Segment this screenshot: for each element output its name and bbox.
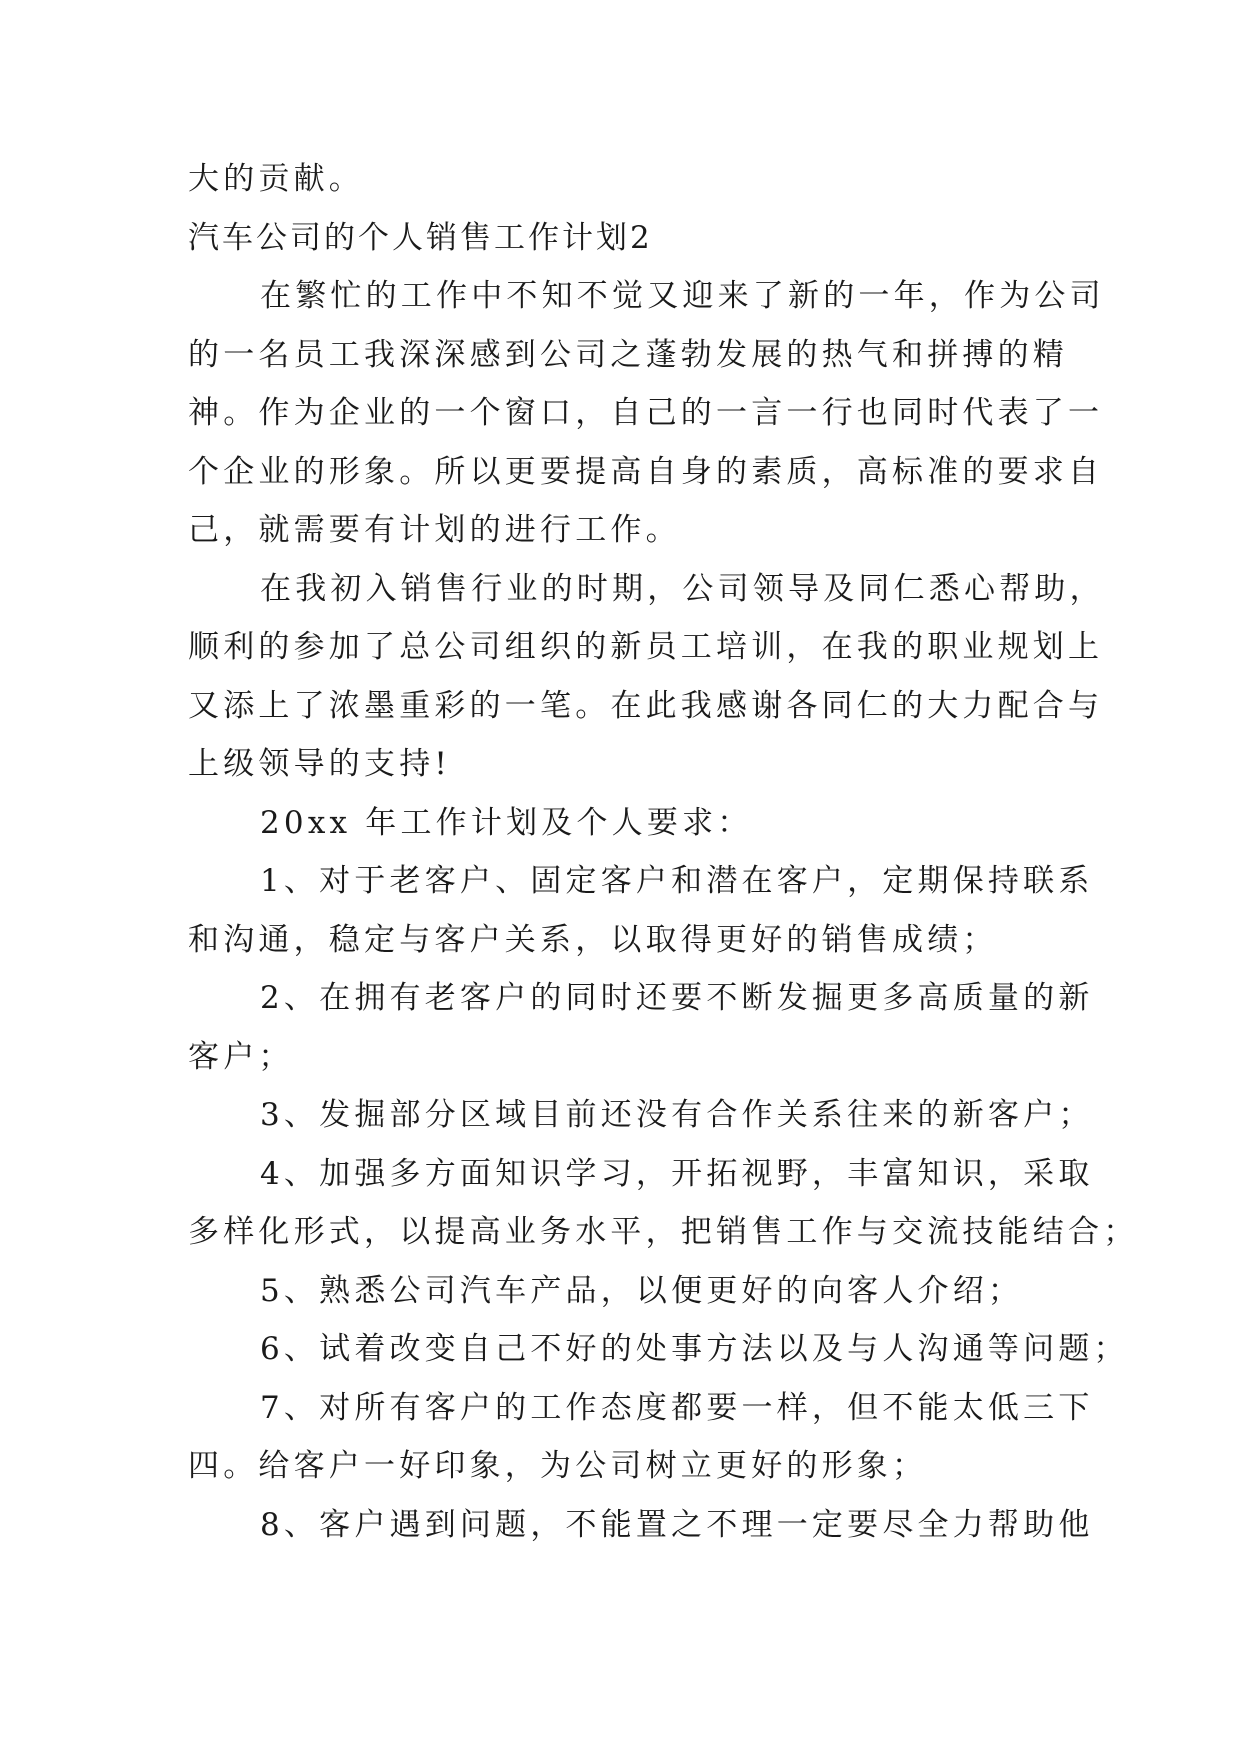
list-item-line: 四。给客户一好印象，为公司树立更好的形象； — [188, 1448, 928, 1484]
list-item-line: 和沟通，稳定与客户关系，以取得更好的销售成绩； — [188, 921, 998, 958]
list-item-line: 客户； — [188, 1038, 294, 1075]
paragraph-line: 在我初入销售行业的时期，公司领导及同仁悉心帮助， — [260, 570, 1105, 607]
list-item-line: 6、试着改变自己不好的处事方法以及与人沟通等问题； — [260, 1331, 1129, 1367]
list-item-line: 4、加强多方面知识学习，开拓视野，丰富知识，采取 — [260, 1155, 1094, 1192]
paragraph-line: 个企业的形象。所以更要提高自身的素质，高标准的要求自 — [188, 453, 1104, 490]
document-body — [188, 150, 1139, 1554]
paragraph-line: 己，就需要有计划的进行工作。 — [188, 512, 681, 548]
paragraph-line: 上级领导的支持! — [188, 746, 452, 782]
paragraph-line: 在繁忙的工作中不知不觉又迎来了新的一年，作为公司 — [260, 278, 1105, 314]
list-item-line: 3、发掘部分区域目前还没有合作关系往来的新客户； — [260, 1097, 1094, 1133]
list-item-line: 1、对于老客户、固定客户和潜在客户，定期保持联系 — [260, 863, 1094, 899]
section-title: 汽车公司的个人销售工作计划2 — [188, 219, 653, 256]
plan-heading: 20xx 年工作计划及个人要求： — [260, 804, 753, 841]
list-item-line: 7、对所有客户的工作态度都要一样，但不能太低三下 — [260, 1389, 1094, 1426]
paragraph-line: 的一名员工我深深感到公司之蓬勃发展的热气和拼搏的精 — [188, 336, 1068, 373]
list-item-line: 多样化形式，以提高业务水平，把销售工作与交流技能结合； — [188, 1214, 1139, 1250]
paragraph-line: 又添上了浓墨重彩的一笔。在此我感谢各同仁的大力配合与 — [188, 687, 1104, 724]
list-item-line: 8、客户遇到问题，不能置之不理一定要尽全力帮助他 — [260, 1506, 1094, 1543]
paragraph-line: 神。作为企业的一个窗口，自己的一言一行也同时代表了一 — [188, 395, 1104, 431]
list-item-line: 5、熟悉公司汽车产品，以便更好的向客人介绍； — [260, 1272, 1024, 1309]
list-item-line: 2、在拥有老客户的同时还要不断发掘更多高质量的新 — [260, 980, 1094, 1016]
text-line: 大的贡献。 — [188, 161, 364, 197]
paragraph-line: 顺利的参加了总公司组织的新员工培训，在我的职业规划上 — [188, 629, 1104, 665]
